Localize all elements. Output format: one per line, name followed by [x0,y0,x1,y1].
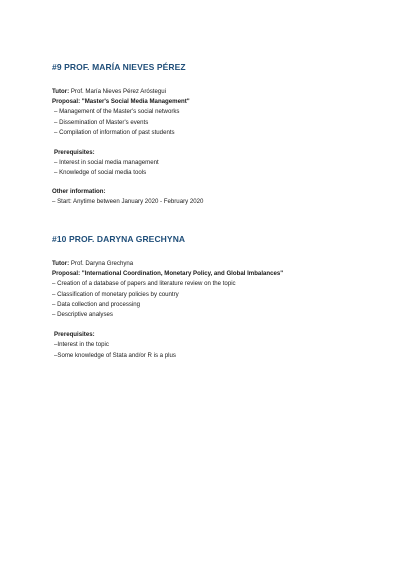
proposal-value: "International Coordination, Monetary Policy, and Global Imbalances" [80,270,284,278]
tutor-label: Tutor: [52,260,70,267]
proposal-value: "Master's Social Media Management" [80,98,190,106]
prerequisites-label: Prerequisites: [54,331,95,339]
task-item: – Compilation of information of past students [54,128,175,136]
prerequisite-item: – Interest in social media management [54,159,159,167]
proposal-line [52,269,372,279]
proposal-line [52,97,372,107]
proposal-label: Proposal: [52,270,81,278]
tutor-value: Prof. Daryna Grechyna [69,260,134,267]
tutor-line [52,87,372,97]
prerequisite-item: – Knowledge of social media tools [54,169,147,177]
tutor-label: Tutor: [52,88,70,95]
tutor-value: Prof. María Nieves Pérez Aróstegui [69,88,167,95]
task-item: – Descriptive analyses [52,311,113,319]
task-item: – Creation of a database of papers and literature review on the topic [52,280,236,288]
task-item: – Dissemination of Master's events [54,118,149,126]
prerequisite-item: –Some knowledge of Stata and/or R is a plus [54,351,176,359]
project-section-10 [52,234,372,361]
project-section-9 [52,62,372,207]
section-heading: #9 PROF. MARÍA NIEVES PÉREZ [52,62,186,72]
tutor-line [52,259,372,269]
prerequisites-label: Prerequisites: [54,149,95,157]
prerequisite-item: –Interest in the topic [54,341,109,349]
task-item: – Data collection and processing [52,300,141,308]
other-information-label: Other information: [52,187,106,195]
task-item: – Management of the Master's social networks [54,108,180,116]
other-information-item: – Start: Anytime between January 2020 - February 2020 [52,197,204,205]
task-item: – Classification of monetary policies by country [52,290,179,298]
proposal-label: Proposal: [52,98,81,106]
section-heading: #10 PROF. DARYNA GRECHYNA [52,234,186,244]
